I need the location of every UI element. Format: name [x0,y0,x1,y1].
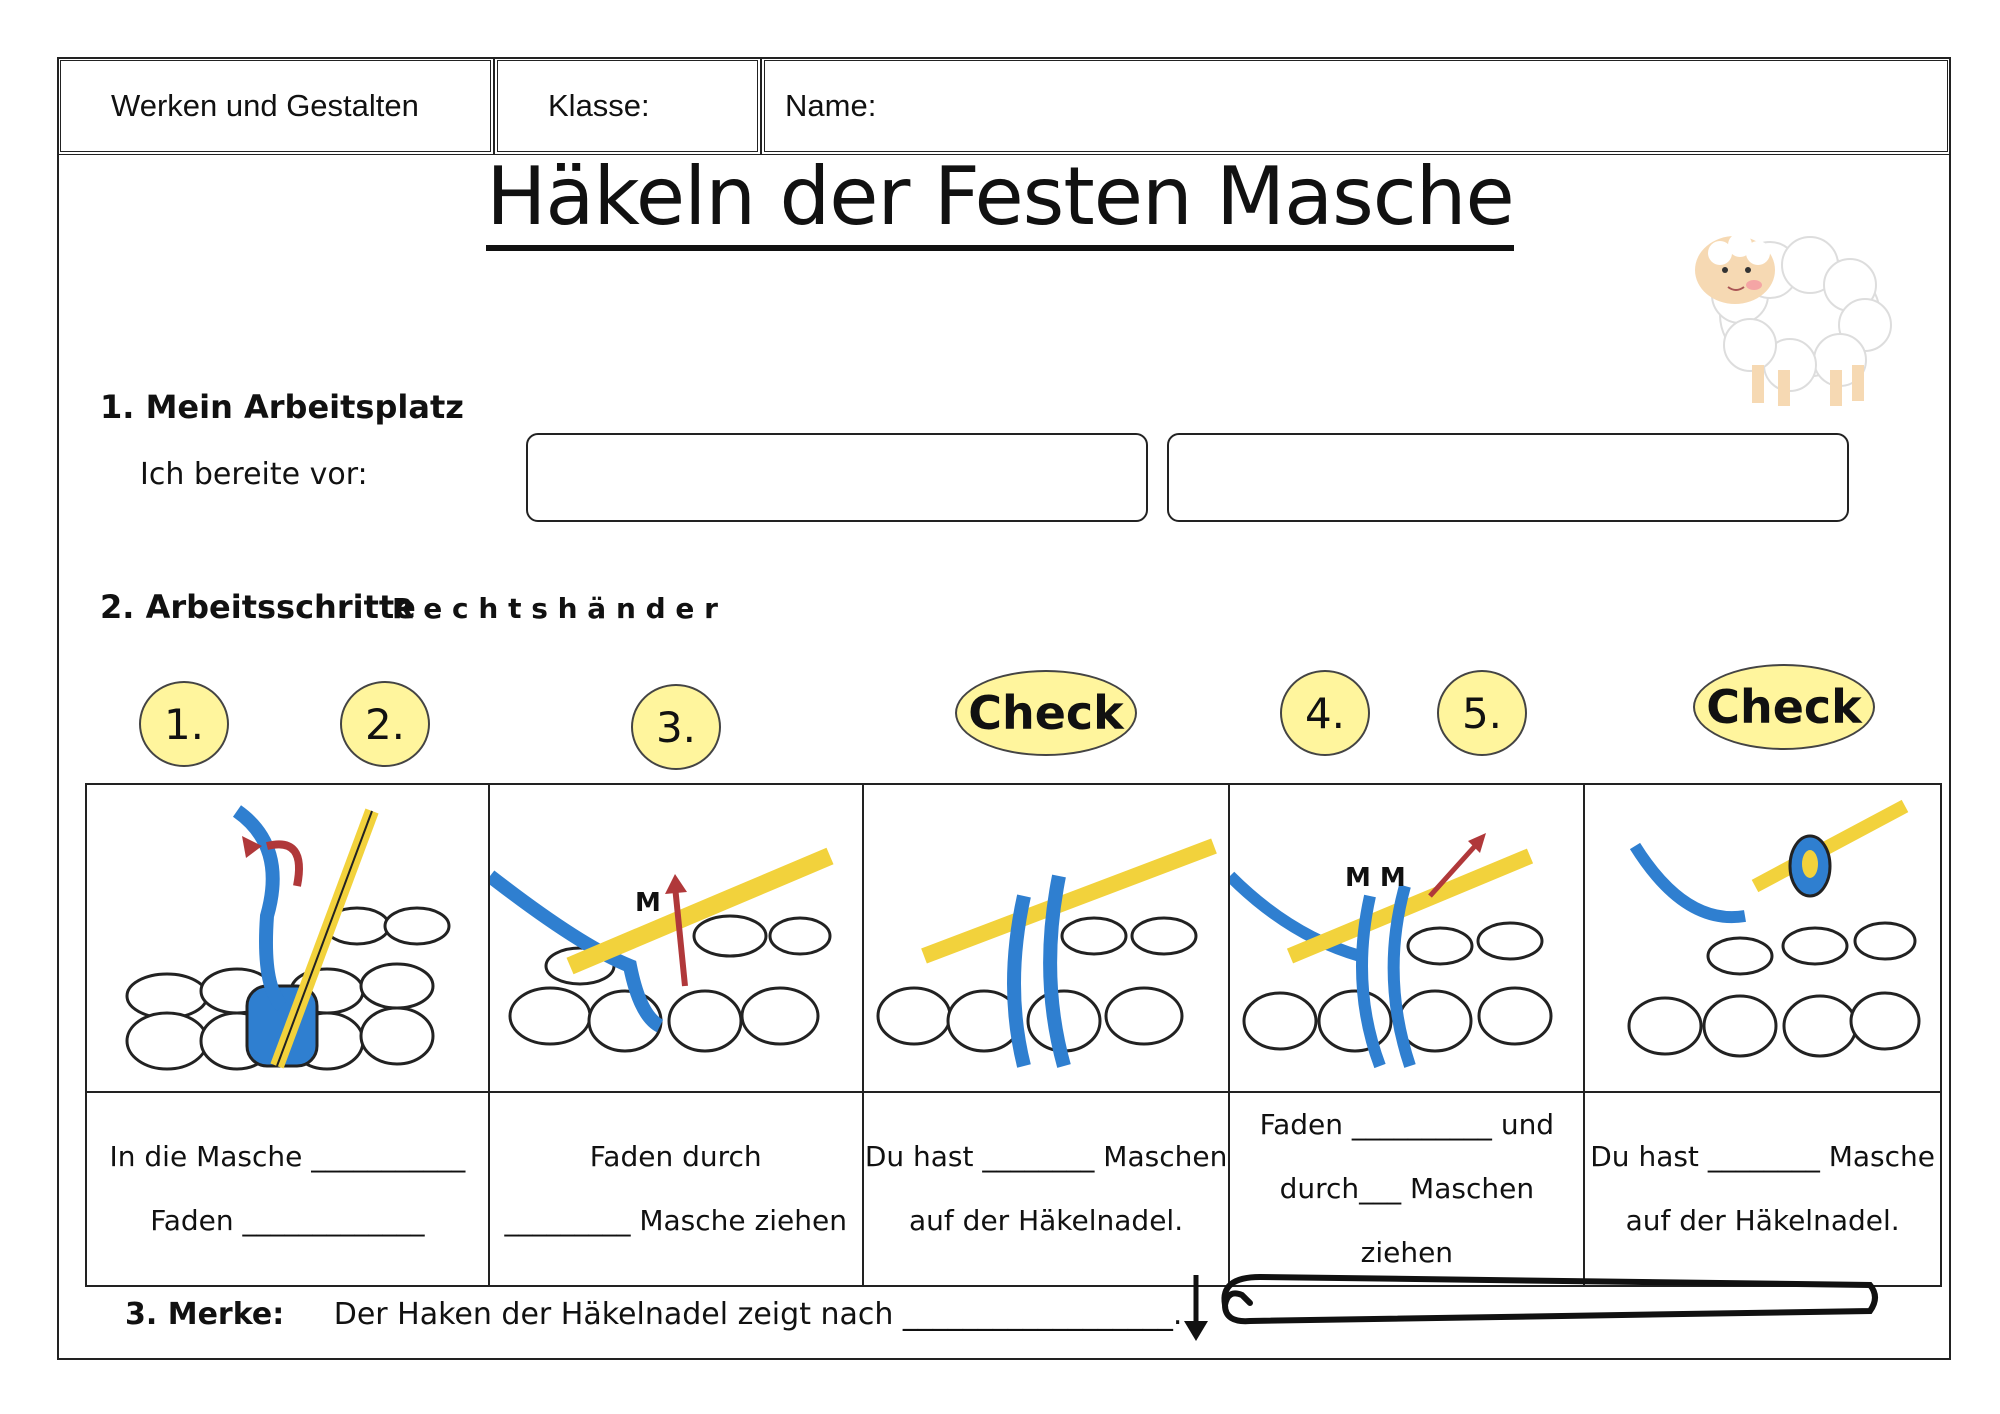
section3-heading: 3. Merke: [125,1297,285,1332]
step-image-4 [1229,784,1584,1092]
step-badge-3: 3. [631,684,721,770]
crochet-illustration-2 [490,786,860,1086]
caption-3-line2: auf der Häkelnadel. [909,1204,1184,1237]
step-badge-1: 1. [139,681,229,767]
caption-4-line1: Faden __________ und [1259,1108,1555,1141]
page-title: Häkeln der Festen Masche [0,150,2000,243]
crochet-illustration-4 [1230,786,1582,1086]
caption-1-line1: In die Masche ___________ [109,1140,466,1173]
section1-prompt: Ich bereite vor: [140,457,368,492]
header-class-label: Klasse: [548,88,650,123]
step-caption-1 [86,1092,489,1286]
check-badge-2: Check [1693,664,1875,750]
crochet-hook-icon [1180,1265,1890,1345]
section2-heading: 2. Arbeitsschritte [100,588,416,626]
steps-table [85,783,1942,1287]
caption-4-line2: durch___ Maschen ziehen [1279,1172,1535,1269]
section2-subheading: R e c h t s h ä n d e r [392,592,718,625]
caption-3-line1: Du hast ________ Maschen [864,1140,1228,1173]
header-class-cell[interactable] [494,57,761,155]
step-caption-5 [1584,1092,1941,1286]
prep-answer-box-1[interactable] [526,433,1148,522]
crochet-illustration-1 [87,786,487,1086]
caption-1-line2: Faden _____________ [150,1204,425,1237]
sheep-illustration [1680,225,1910,415]
step-image-2 [489,784,863,1092]
prep-answer-box-2[interactable] [1167,433,1849,522]
header-subject: Werken und Gestalten [111,88,419,123]
caption-2-line2: _________ Masche ziehen [504,1204,847,1237]
caption-5-line1: Du hast ________ Masche [1590,1140,1935,1173]
merke-row [125,1297,1182,1332]
section1-heading: 1. Mein Arbeitsplatz [100,388,464,426]
step-badge-5: 5. [1437,670,1527,756]
step-caption-3 [863,1092,1230,1286]
step-caption-4 [1229,1092,1584,1286]
section3-text: Der Haken der Häkelnadel zeigt nach __________________. [333,1297,1183,1332]
step-image-5 [1584,784,1941,1092]
header-name-cell[interactable] [761,57,1951,155]
header-subject-cell [57,57,494,155]
step-image-3 [863,784,1230,1092]
crochet-illustration-3 [864,786,1228,1086]
check-badge-1: Check [955,670,1137,756]
step-mark-m: M [634,887,661,918]
step-caption-2 [489,1092,863,1286]
step-mark-mm: M M [1345,862,1407,893]
header-name-label: Name: [785,88,877,123]
step-image-1 [86,784,489,1092]
step-badge-4: 4. [1280,670,1370,756]
step-badge-2: 2. [340,681,430,767]
caption-5-line2: auf der Häkelnadel. [1625,1204,1900,1237]
crochet-illustration-5 [1585,786,1939,1086]
caption-2-line1: Faden durch [589,1140,762,1173]
